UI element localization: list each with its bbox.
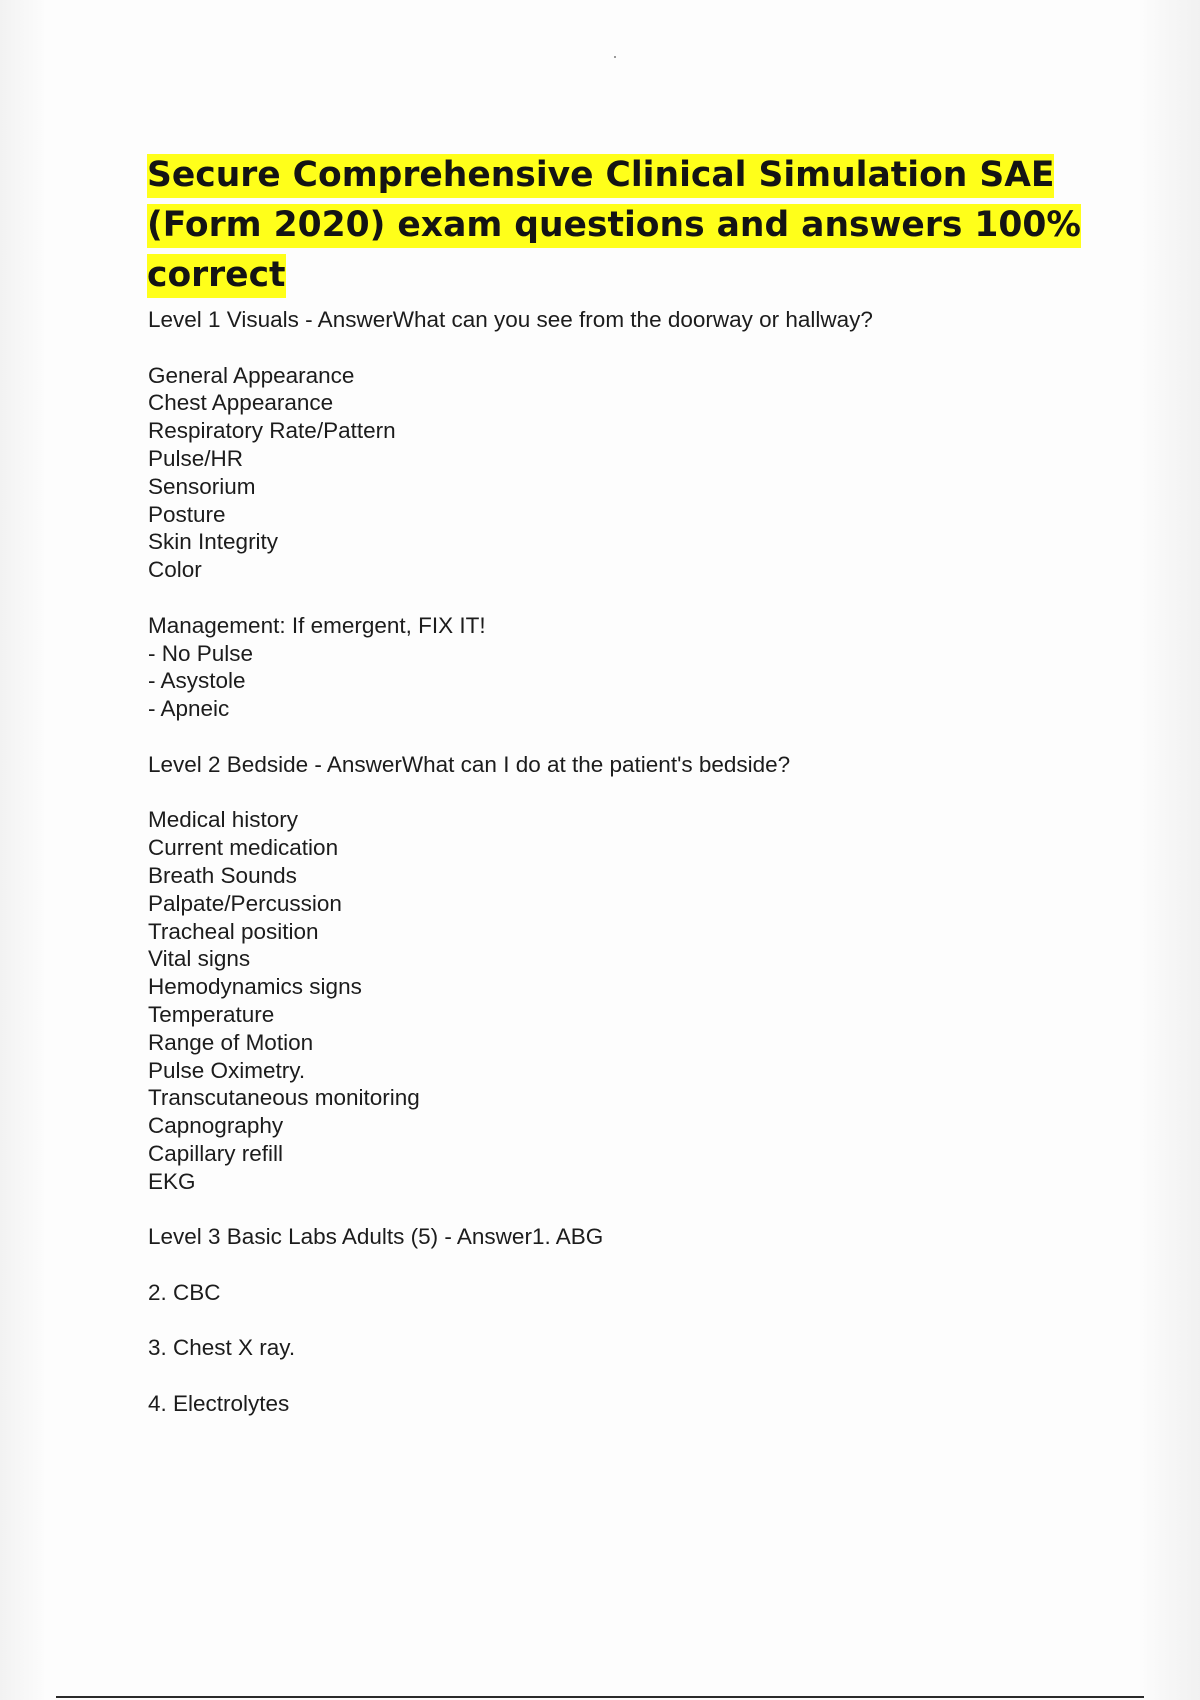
list-item: Hemodynamics signs — [148, 974, 362, 1000]
list-item: Capnography — [148, 1113, 284, 1139]
scan-speck — [614, 56, 616, 58]
list-item: 4. Electrolytes — [148, 1391, 290, 1417]
list-item: Pulse/HR — [148, 445, 244, 471]
list-item: Current medication — [148, 835, 339, 861]
page-left-shadow — [0, 0, 44, 1700]
list-item: Range of Motion — [148, 1029, 314, 1055]
list-item: - Apneic — [148, 696, 230, 722]
document-body — [148, 306, 1098, 1418]
page-bottom-rule — [56, 1696, 1144, 1698]
list-item: Capillary refill — [148, 1140, 284, 1166]
list-item: Temperature — [148, 1001, 275, 1027]
section-level-3 — [148, 1223, 1098, 1418]
list-item: Chest Appearance — [148, 390, 334, 416]
list-item: Palpate/Percussion — [148, 890, 342, 916]
highlighted-title-text: Secure Comprehensive Clinical Simulation SAE (Form 2020) exam questions and answers 100% correct — [147, 154, 1081, 298]
list-item: Sensorium — [148, 473, 256, 499]
list-item: Pulse Oximetry. — [148, 1057, 306, 1083]
list-item: Posture — [148, 501, 226, 527]
management-heading: Management: If emergent, FIX IT! — [148, 612, 486, 638]
section-heading: Level 1 Visuals - AnswerWhat can you see from the doorway or hallway? — [148, 307, 873, 332]
page-right-shadow — [1140, 0, 1200, 1700]
section-level-1 — [148, 306, 1098, 751]
section-heading: Level 3 Basic Labs Adults (5) - Answer1. ABG — [148, 1224, 604, 1250]
section-heading: Level 2 Bedside - AnswerWhat can I do at the patient's bedside? — [148, 751, 791, 777]
list-item: - Asystole — [148, 668, 246, 694]
list-item: General Appearance — [148, 362, 355, 388]
list-item: EKG — [148, 1168, 196, 1194]
list-item: Color — [148, 557, 202, 583]
section-level-2 — [148, 751, 1098, 1224]
document-title — [147, 150, 1087, 300]
list-item: Medical history — [148, 807, 299, 833]
list-item: Vital signs — [148, 946, 251, 972]
list-item: Breath Sounds — [148, 862, 297, 888]
list-item: 2. CBC — [148, 1279, 221, 1305]
list-item: Transcutaneous monitoring — [148, 1085, 420, 1111]
list-item: - No Pulse — [148, 640, 254, 666]
list-item: Tracheal position — [148, 918, 319, 944]
list-item: Skin Integrity — [148, 529, 279, 555]
list-item: Respiratory Rate/Pattern — [148, 418, 396, 444]
list-item: 3. Chest X ray. — [148, 1335, 296, 1361]
